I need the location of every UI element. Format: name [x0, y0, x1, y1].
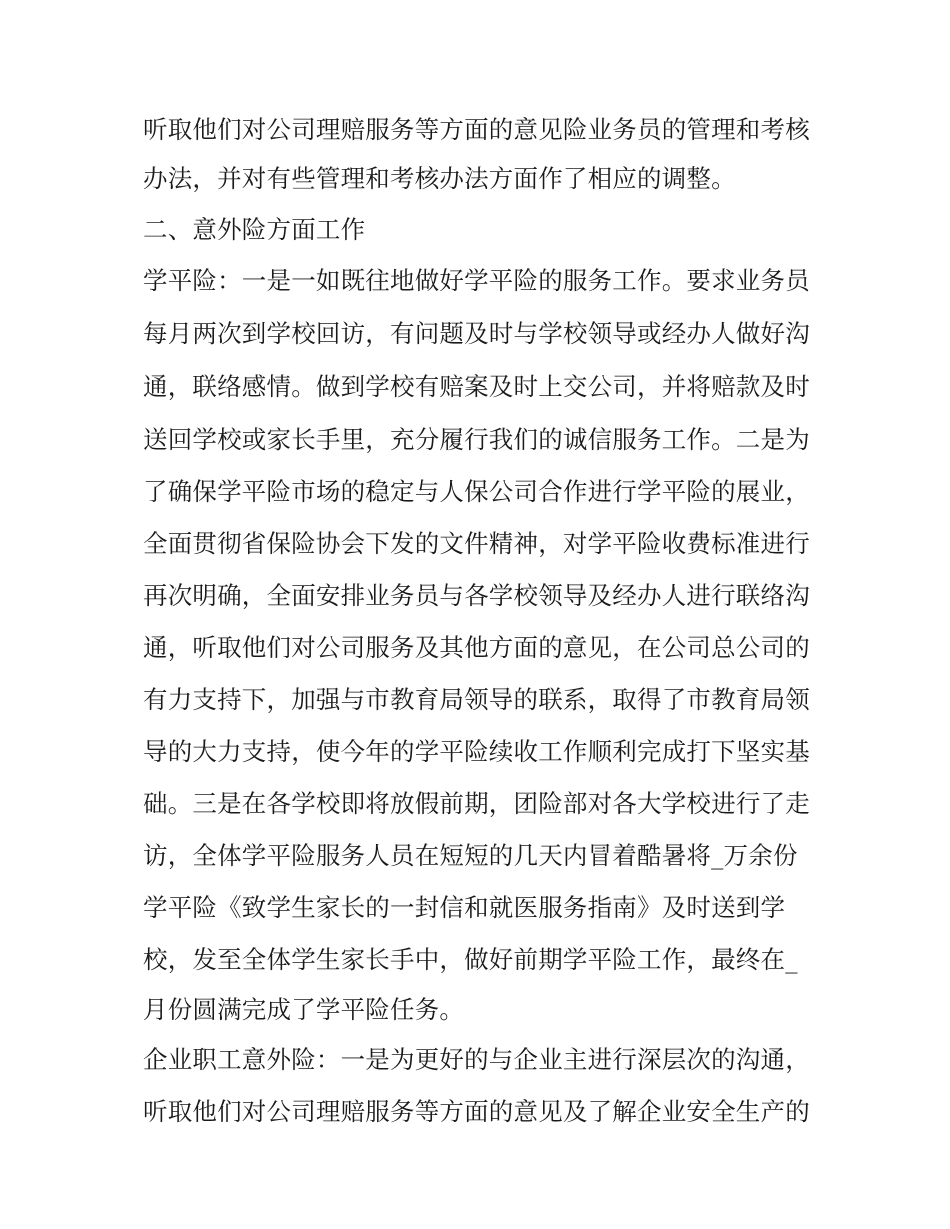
text-line: 学平险《致学生家长的一封信和就医服务指南》及时送到学 [143, 893, 786, 922]
text-line: 访，全体学平险服务人员在短短的几天内冒着酷暑将_万余份 [143, 841, 798, 870]
text-line: 学平险：一是一如既往地做好学平险的服务工作。要求业务员 [143, 266, 810, 295]
text-line: 导的大力支持，使今年的学平险续收工作顺利完成打下坚实基 [143, 737, 810, 766]
text-line: 通，联络感情。做到学校有赔案及时上交公司，并将赔款及时 [143, 372, 810, 401]
text-line: 础。三是在各学校即将放假前期，团险部对各大学校进行了走 [143, 789, 810, 818]
text-line: 听取他们对公司理赔服务等方面的意见险业务员的管理和考核 [143, 115, 810, 144]
text-line: 送回学校或家长手里，充分履行我们的诚信服务工作。二是为 [143, 425, 810, 454]
text-line: 企业职工意外险：一是为更好的与企业主进行深层次的沟通， [143, 1045, 810, 1074]
text-line: 通，听取他们对公司服务及其他方面的意见，在公司总公司的 [143, 633, 810, 662]
section-heading: 二、意外险方面工作 [143, 215, 366, 244]
text-line: 月份圆满完成了学平险任务。 [143, 995, 465, 1024]
text-line: 校，发至全体学生家长手中，做好前期学平险工作，最终在_ [143, 945, 798, 974]
text-line: 办法，并对有些管理和考核办法方面作了相应的调整。 [143, 164, 736, 193]
text-line: 全面贯彻省保险协会下发的文件精神，对学平险收费标准进行 [143, 529, 810, 558]
text-line: 再次明确，全面安排业务员与各学校领导及经办人进行联络沟 [143, 581, 810, 610]
text-line: 有力支持下，加强与市教育局领导的联系，取得了市教育局领 [143, 685, 810, 714]
text-line: 每月两次到学校回访，有问题及时与学校领导或经办人做好沟 [143, 319, 810, 348]
text-line: 了确保学平险市场的稳定与人保公司合作进行学平险的展业， [143, 477, 810, 506]
text-line: 听取他们对公司理赔服务等方面的意见及了解企业安全生产的 [143, 1097, 810, 1126]
